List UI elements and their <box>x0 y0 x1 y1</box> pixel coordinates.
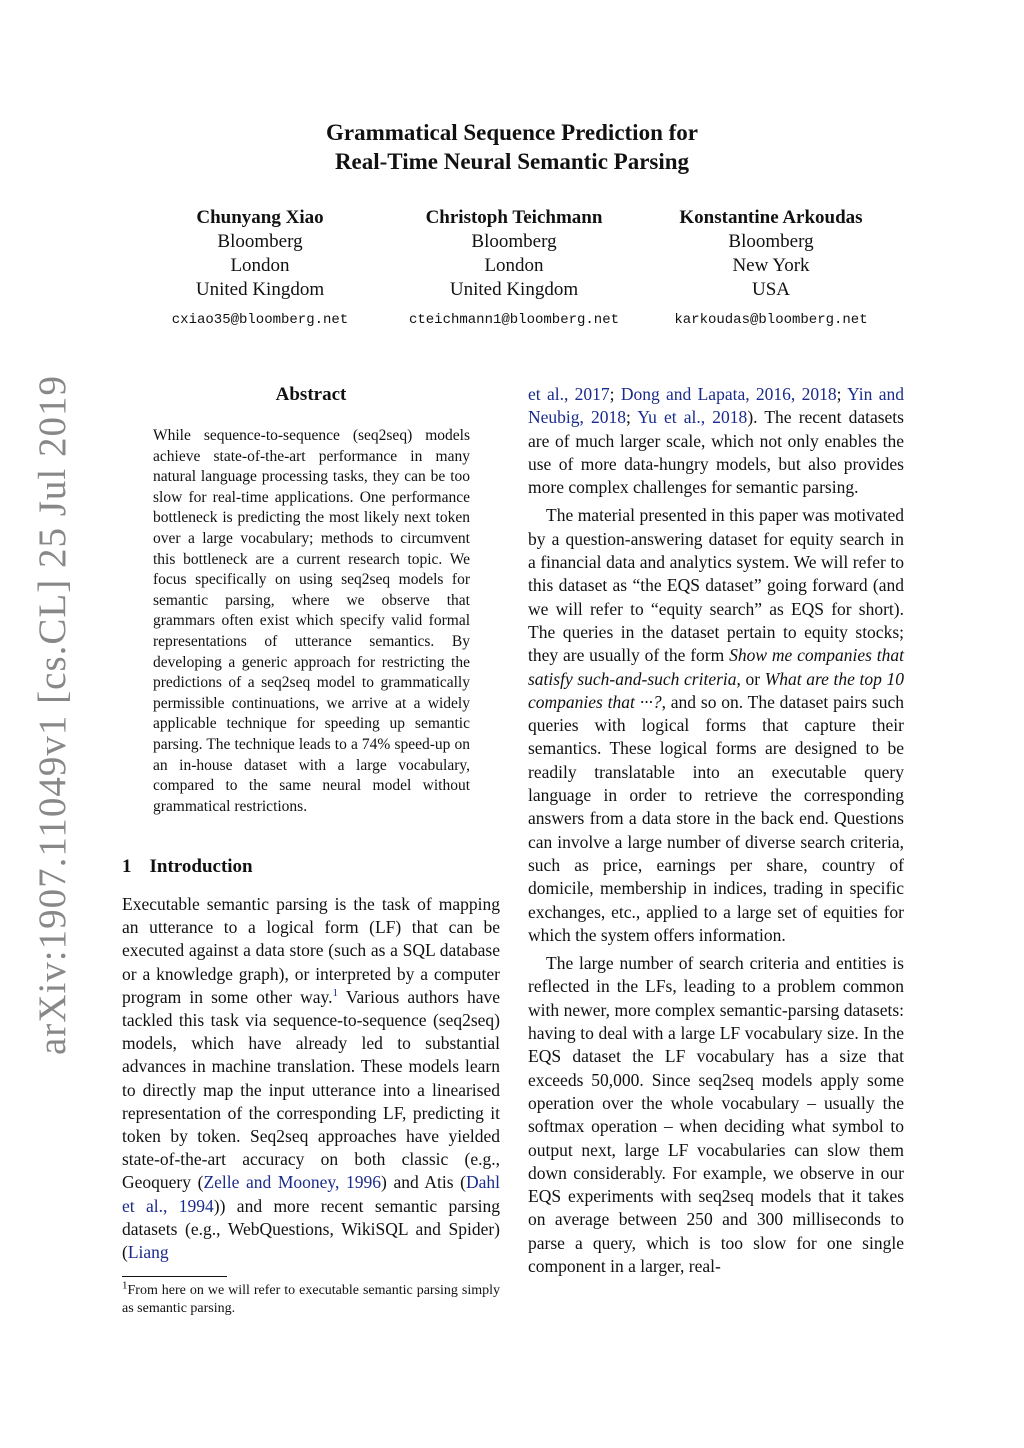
paragraph <box>528 504 904 947</box>
citation-link[interactable]: Yu et al., 2018 <box>637 407 748 428</box>
author-block <box>384 206 644 332</box>
intro-text: )) and more recent semantic parsing datasets (e.g., WebQuestions, WikiSQL and Spider) ( <box>122 1195 500 1263</box>
author-country: United Kingdom <box>195 279 325 300</box>
citation-link[interactable]: Dahl et al., 1994 <box>122 1172 500 1216</box>
separator: ; <box>609 384 621 404</box>
citation-link[interactable]: Yin and Neubig, 2018 <box>528 384 904 428</box>
title-line-1: Grammatical Sequence Prediction for <box>326 120 698 145</box>
example-query: What are the top 10 companies that ···? <box>528 668 905 712</box>
author-country: USA <box>751 279 790 300</box>
citation-link[interactable]: Dong and Lapata, 2016, 2018 <box>620 384 837 404</box>
section-number: 1 <box>122 856 132 877</box>
intro-text: ) and Atis ( <box>381 1172 466 1193</box>
author-block <box>130 206 390 332</box>
intro-text: Various authors have tackled this task via sequence-to-sequence (seq2seq) models, which have already led to substantial advances in machine translation. These models learn to directly map the input utterance into a linearised representation of the corresponding LF, predicting it token by token. Seq2seq approaches have yielded state-of-the-art accuracy on both classic (e.g., Geoquery ( <box>122 986 501 1193</box>
right-column <box>528 383 904 1283</box>
intro-paragraph <box>122 893 500 1264</box>
abstract-text: While sequence-to-sequence (seq2seq) models achieve state-of-the-art performance in many natural language processing tasks, they can be too slow for real-time applications. One performance bottleneck is predicting the most likely next token over a large vocabulary; methods to circumvent this bottleneck are a current research topic. We focus specifically on using seq2seq models for semantic parsing, where we observe that grammars often exist which specify valid formal representations of utterance semantics. By developing a generic approach for restricting the predictions of a seq2seq model to grammatically permissible continuations, we arrive at a widely applicable technique for speeding up semantic parsing. The technique leads to a 74% speed-up on an in-house dataset with a large vocabulary, compared to the same neural model without grammatical restrictions. <box>153 427 470 815</box>
author-org: Bloomberg <box>728 231 814 252</box>
author-city: London <box>230 255 290 276</box>
paragraph-text: ). The recent datasets are of much larger scale, which not only enables the use of more data-hungry models, but also provides more complex challenges for semantic parsing. <box>528 407 904 498</box>
author-email: cxiao35@bloomberg.net <box>171 312 349 328</box>
paragraph-text: , or <box>736 668 765 689</box>
footnote-text: From here on we will refer to executable semantic parsing simply as semantic parsing. <box>122 1283 500 1316</box>
paragraph <box>528 383 904 499</box>
intro-text: Executable semantic parsing is the task of mapping an utterance to a logical form (LF) that can be executed against a data store (such as a SQL database or a knowledge graph), or interpreted by a computer program in some other way. <box>122 894 500 1007</box>
citation-link[interactable]: et al., 2017 <box>528 384 610 404</box>
footnote <box>122 1279 500 1317</box>
author-org: Bloomberg <box>217 231 303 252</box>
author-name: Chunyang Xiao <box>196 207 324 228</box>
abstract-heading: Abstract <box>275 384 347 405</box>
author-name: Konstantine Arkoudas <box>679 207 863 228</box>
author-org: Bloomberg <box>471 231 557 252</box>
author-block <box>641 206 901 332</box>
paragraph-text: The material presented in this paper was motivated by a question-answering dataset for equity search in a financial data and analytics system. We will refer to this dataset as “the EQS dataset” going forward (and we will refer to “equity search” as EQS for short). The queries in the dataset pertain to equity stocks; they are usually of the form <box>528 505 904 666</box>
citation-link[interactable]: Zelle and Mooney, 1996 <box>203 1172 382 1193</box>
example-query: Show me companies that satisfy such-and-such criteria <box>528 645 904 689</box>
arxiv-identifier: arXiv:1907.11049v1 [cs.CL] 25 Jul 2019 <box>31 375 74 1055</box>
title-line-2: Real-Time Neural Semantic Parsing <box>334 149 690 174</box>
paper-title <box>0 118 1024 176</box>
footnote-divider <box>122 1276 227 1277</box>
separator: ; <box>836 384 848 404</box>
paragraph-text: The large number of search criteria and entities is reflected in the LFs, leading to a problem common with newer, more complex semantic-parsing datasets: having to deal with a large LF vocabulary size. In the EQS dataset the LF vocabulary has a size that exceeds 50,000. Since seq2seq models apply some operation over the whole vocabulary – usually the softmax operation – when deciding what symbol to output next, large LF vocabularies can slow them down considerably. For example, we observe in our EQS experiments with seq2seq models that it takes on average between 250 and 300 milliseconds to parse a query, which is too slow for one single component in a larger, real- <box>528 953 904 1276</box>
paragraph-text: , and so on. The dataset pairs such queries with logical forms that capture their semantics. These logical forms are designed to be readily translatable into an executable query language in order to retrieve the corresponding answers from a data store in the back end. Questions can involve a large number of diverse search criteria, such as price, earnings per share, country of domicile, membership in indices, trading in specific exchanges, etc., applied to a large set of equities for which the system offers information. <box>528 691 904 945</box>
author-email: karkoudas@bloomberg.net <box>674 312 868 328</box>
author-city: London <box>484 255 544 276</box>
paragraph <box>528 952 904 1278</box>
author-city: New York <box>732 255 810 276</box>
citation-link[interactable]: Liang <box>127 1242 169 1263</box>
footnote-mark: 1 <box>122 1279 128 1292</box>
author-name: Christoph Teichmann <box>425 207 603 228</box>
separator: ; <box>626 407 638 428</box>
author-email: cteichmann1@bloomberg.net <box>408 312 620 328</box>
footnote-ref[interactable]: 1 <box>332 986 339 999</box>
section-heading <box>122 856 500 878</box>
section-title: Introduction <box>149 856 253 877</box>
author-country: United Kingdom <box>449 279 579 300</box>
